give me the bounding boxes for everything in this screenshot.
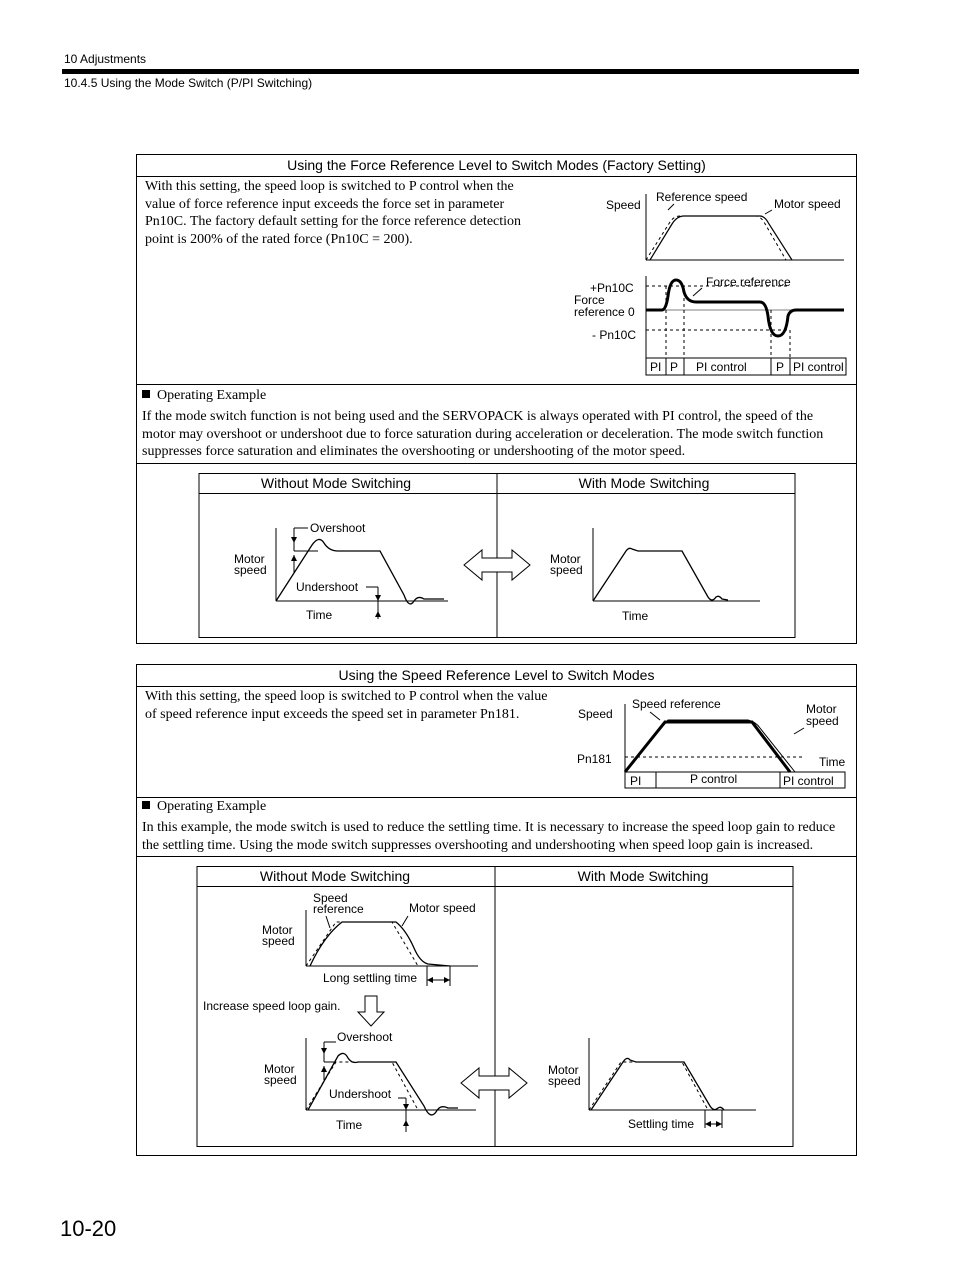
box1-desc-line: With this setting, the speed loop is switched to P control when the xyxy=(145,179,514,194)
reference-speed-label: Reference speed xyxy=(656,190,748,204)
speed-reference-curve xyxy=(625,722,790,772)
square-bullet-icon xyxy=(142,801,150,809)
box2-title: Using the Speed Reference Level to Switch Modes xyxy=(137,665,856,687)
mode-pi-control-label: PI control xyxy=(696,360,747,374)
mode-pi-label: PI xyxy=(650,360,662,374)
reference-speed-curve xyxy=(646,216,786,260)
divider xyxy=(137,856,856,857)
mode-p-label: P xyxy=(776,360,785,374)
motor-label: Motor xyxy=(548,1063,579,1077)
long-settling-time-label: Long settling time xyxy=(323,971,418,985)
box1-desc-line: Pn10C. The factory default setting for the force reference detection xyxy=(145,214,522,229)
speed-label: speed xyxy=(262,934,295,948)
minus-pn10c-label: - Pn10C xyxy=(592,328,637,342)
plus-pn10c-label: +Pn10C xyxy=(590,281,634,295)
motor-label: Motor xyxy=(550,552,581,566)
increase-gain-label: Increase speed loop gain. xyxy=(203,999,341,1013)
overshoot-label: Overshoot xyxy=(310,521,366,535)
box2-desc-line: of speed reference input exceeds the speed set in parameter Pn181. xyxy=(145,706,520,722)
mode-p-label: P xyxy=(670,360,679,374)
page-number: 10-20 xyxy=(60,1216,117,1241)
op-text-line: If the mode switch function is not being used and the SERVOPACK is always operated with PI control, the speed of the xyxy=(142,409,814,424)
op-text-line: motor may overshoot or undershoot due to force saturation during acceleration or deceleration. The mode switch function xyxy=(142,426,824,442)
motor-speed-curve xyxy=(308,1053,458,1114)
pn181-label: Pn181 xyxy=(577,752,612,766)
speed-label: speed xyxy=(550,563,583,577)
box1-operating-example-text xyxy=(142,408,854,461)
header-rule xyxy=(62,69,859,74)
motor-speed-label: Motor speed xyxy=(774,197,841,211)
with-mode-switching-title: With Mode Switching xyxy=(578,475,710,491)
time-label: Time xyxy=(306,608,333,622)
mode-pi-control-label: PI control xyxy=(783,774,834,788)
speed-reference-label: Speed reference xyxy=(632,697,721,711)
motor-speed-curve xyxy=(593,548,728,601)
down-arrow-icon xyxy=(358,996,384,1026)
force-reference-diagram xyxy=(560,180,855,380)
box1-desc-line: value of force reference input exceeds the force set in parameter xyxy=(145,196,505,212)
without-mode-switching-title: Without Mode Switching xyxy=(260,475,412,491)
speed-label: speed xyxy=(234,563,267,577)
divider xyxy=(137,797,856,798)
section-header: 10.4.5 Using the Mode Switch (P/PI Switching) xyxy=(64,76,313,90)
mode-p-control-label: P control xyxy=(690,772,738,786)
without-mode-switching-title: Without Mode Switching xyxy=(259,868,411,884)
box1-description xyxy=(145,178,565,248)
speed-label: speed xyxy=(548,1074,581,1088)
motor-speed-label: Motor speed xyxy=(409,901,476,915)
box2-description xyxy=(145,688,575,723)
chapter-header: 10 Adjustments xyxy=(64,52,147,66)
op-title-text: Operating Example xyxy=(157,388,267,403)
box2-desc-line: With this setting, the speed loop is switched to P control when the value xyxy=(145,689,548,704)
motor-label: Motor xyxy=(262,923,293,937)
square-bullet-icon xyxy=(142,390,150,398)
divider xyxy=(137,384,856,385)
double-arrow-icon xyxy=(461,1068,527,1098)
box1-comparison-table xyxy=(198,473,798,639)
with-mode-switching-title: With Mode Switching xyxy=(577,868,709,884)
box1-operating-example-title xyxy=(142,388,266,404)
motor-label: Motor xyxy=(264,1062,295,1076)
op-title-text: Operating Example xyxy=(157,799,267,814)
box1-title: Using the Force Reference Level to Switch Modes (Factory Setting) xyxy=(137,155,856,177)
motor-label: Motor xyxy=(806,702,837,716)
op-text-line: suppresses force saturation and eliminates the overshooting or undershooting of the motor speed. xyxy=(142,444,686,459)
force-label: Force xyxy=(574,293,605,307)
time-label: Time xyxy=(819,755,846,769)
motor-speed-curve xyxy=(650,216,792,260)
speed-axis-label: Speed xyxy=(606,198,641,212)
overshoot-label: Overshoot xyxy=(337,1030,393,1044)
time-label: Time xyxy=(622,609,649,623)
undershoot-label: Undershoot xyxy=(296,580,359,594)
motor-label: Motor xyxy=(234,552,265,566)
box2-operating-example-text xyxy=(142,819,856,854)
mode-pi-label: PI xyxy=(630,774,642,788)
reference-0-label: reference 0 xyxy=(574,305,635,319)
speed-label: speed xyxy=(264,1073,297,1087)
mode-pi-control-label: PI control xyxy=(793,360,844,374)
motor-speed-curve xyxy=(276,539,444,603)
speed-label: speed xyxy=(806,714,839,728)
divider xyxy=(137,463,856,464)
op-text-line: In this example, the mode switch is used to reduce the settling time. It is necessary to increase the speed loop gain to reduce xyxy=(142,820,836,835)
box2-comparison-table xyxy=(196,866,796,1148)
speed-axis-label: Speed xyxy=(578,707,613,721)
undershoot-label: Undershoot xyxy=(329,1087,392,1101)
reference-label: reference xyxy=(313,902,364,916)
speed-label: Speed xyxy=(313,891,348,905)
force-reference-label: Force reference xyxy=(706,275,791,289)
time-label: Time xyxy=(336,1118,363,1132)
box2-operating-example-title xyxy=(142,799,266,815)
op-text-line: the settling time. Using the mode switch suppresses overshooting and undershooting when speed loop gain is increased. xyxy=(142,837,814,853)
box1-desc-line: point is 200% of the rated force (Pn10C = 200). xyxy=(145,231,413,247)
settling-time-label: Settling time xyxy=(628,1117,695,1131)
speed-reference-diagram xyxy=(570,690,855,794)
